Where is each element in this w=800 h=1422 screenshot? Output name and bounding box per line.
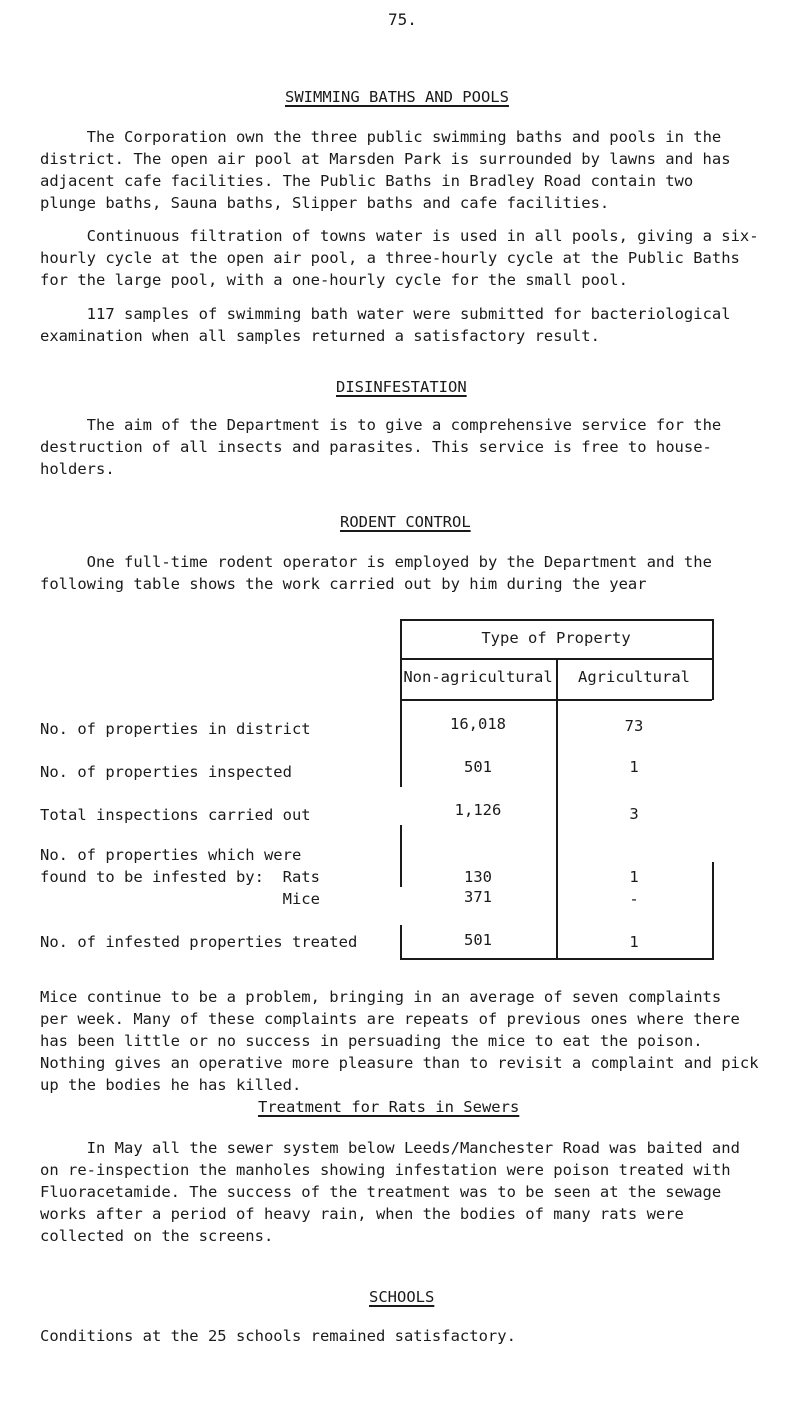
disinfestation-paragraph: The aim of the Department is to give a comprehensive service for the destruction of all insects and parasites. This service is free to house- holders. — [40, 416, 722, 478]
cell-non-agricultural: 16,018 — [450, 715, 506, 733]
table-top-border — [400, 619, 712, 621]
page-number: 75. — [388, 10, 417, 29]
cell-non-agricultural: 1,126 — [454, 801, 502, 819]
cell-agricultural: 3 — [629, 805, 639, 823]
column-header-non-agricultural: Non-agricultural — [403, 668, 553, 686]
cell-non-agricultural: 501 — [464, 931, 492, 949]
section-heading-disinfestation: DISINFESTATION — [336, 378, 467, 396]
row-label: No. of properties in district — [40, 720, 311, 738]
table-right-border-lower — [712, 862, 714, 960]
row-label: Total inspections carried out — [40, 806, 311, 824]
row-label: No. of properties which were — [40, 846, 302, 864]
cell-agricultural: 1 — [629, 868, 639, 886]
cell-agricultural: - — [629, 890, 639, 908]
section-heading-rodent-control: RODENT CONTROL — [340, 513, 471, 531]
cell-non-agricultural: 501 — [464, 758, 492, 776]
row-label: No. of properties inspected — [40, 763, 292, 781]
cell-non-agricultural: 130 — [464, 868, 492, 886]
cell-agricultural: 1 — [629, 933, 639, 951]
table-bottom-border — [400, 958, 712, 960]
row-label: found to be infested by: Rats — [40, 868, 320, 886]
row-label: No. of infested properties treated — [40, 933, 358, 951]
mice-paragraph: Mice continue to be a problem, bringing in an average of seven complaints per week. Many of these complaints are repeats of previous ones where there has been little or no success in persuading the mice to eat the poison. Nothing gives an operative more pleasure than to revisit a complaint and pick up the bodies he has killed. — [40, 988, 759, 1094]
cell-agricultural: 1 — [629, 758, 639, 776]
cell-agricultural: 73 — [624, 717, 644, 735]
section-heading-swimming: SWIMMING BATHS AND POOLS — [285, 88, 509, 106]
table-group-header: Type of Property — [481, 629, 631, 647]
cell-non-agricultural: 371 — [464, 888, 492, 906]
swimming-paragraph-3: 117 samples of swimming bath water were submitted for bacteriological examination when all samples returned a satisfactory result. — [40, 305, 731, 345]
section-heading-schools: SCHOOLS — [369, 1288, 435, 1306]
row-label: Mice — [40, 890, 320, 908]
sewers-paragraph: In May all the sewer system below Leeds/Manchester Road was baited and on re-inspection the manholes showing infestation were poison treated with Fluoracetamide. The success of the treatment was to be seen at the sewage works after a period of heavy rain, when the bodies of many rats were collected on the screens. — [40, 1139, 740, 1245]
swimming-paragraph-2: Continuous filtration of towns water is used in all pools, giving a six- hourly cycle at the open air pool, a three-hourly cycle at the Public Baths for the large pool, with a one-hourly cycle for the small pool. — [40, 227, 759, 289]
table-right-border-upper — [712, 619, 714, 700]
schools-paragraph: Conditions at the 25 schools remained satisfactory. — [40, 1327, 516, 1345]
swimming-paragraph-1: The Corporation own the three public swimming baths and pools in the district. The open air pool at Marsden Park is surrounded by lawns and has adjacent cafe facilities. The Public Baths in Bradley Road contain two plunge baths, Sauna baths, Slipper baths and cafe facilities. — [40, 128, 731, 212]
column-header-agricultural: Agricultural — [578, 668, 690, 686]
rodent-intro-paragraph: One full-time rodent operator is employed by the Department and the following table shows the work carried out by him during the year — [40, 553, 712, 593]
section-heading-sewers: Treatment for Rats in Sewers — [258, 1098, 520, 1116]
